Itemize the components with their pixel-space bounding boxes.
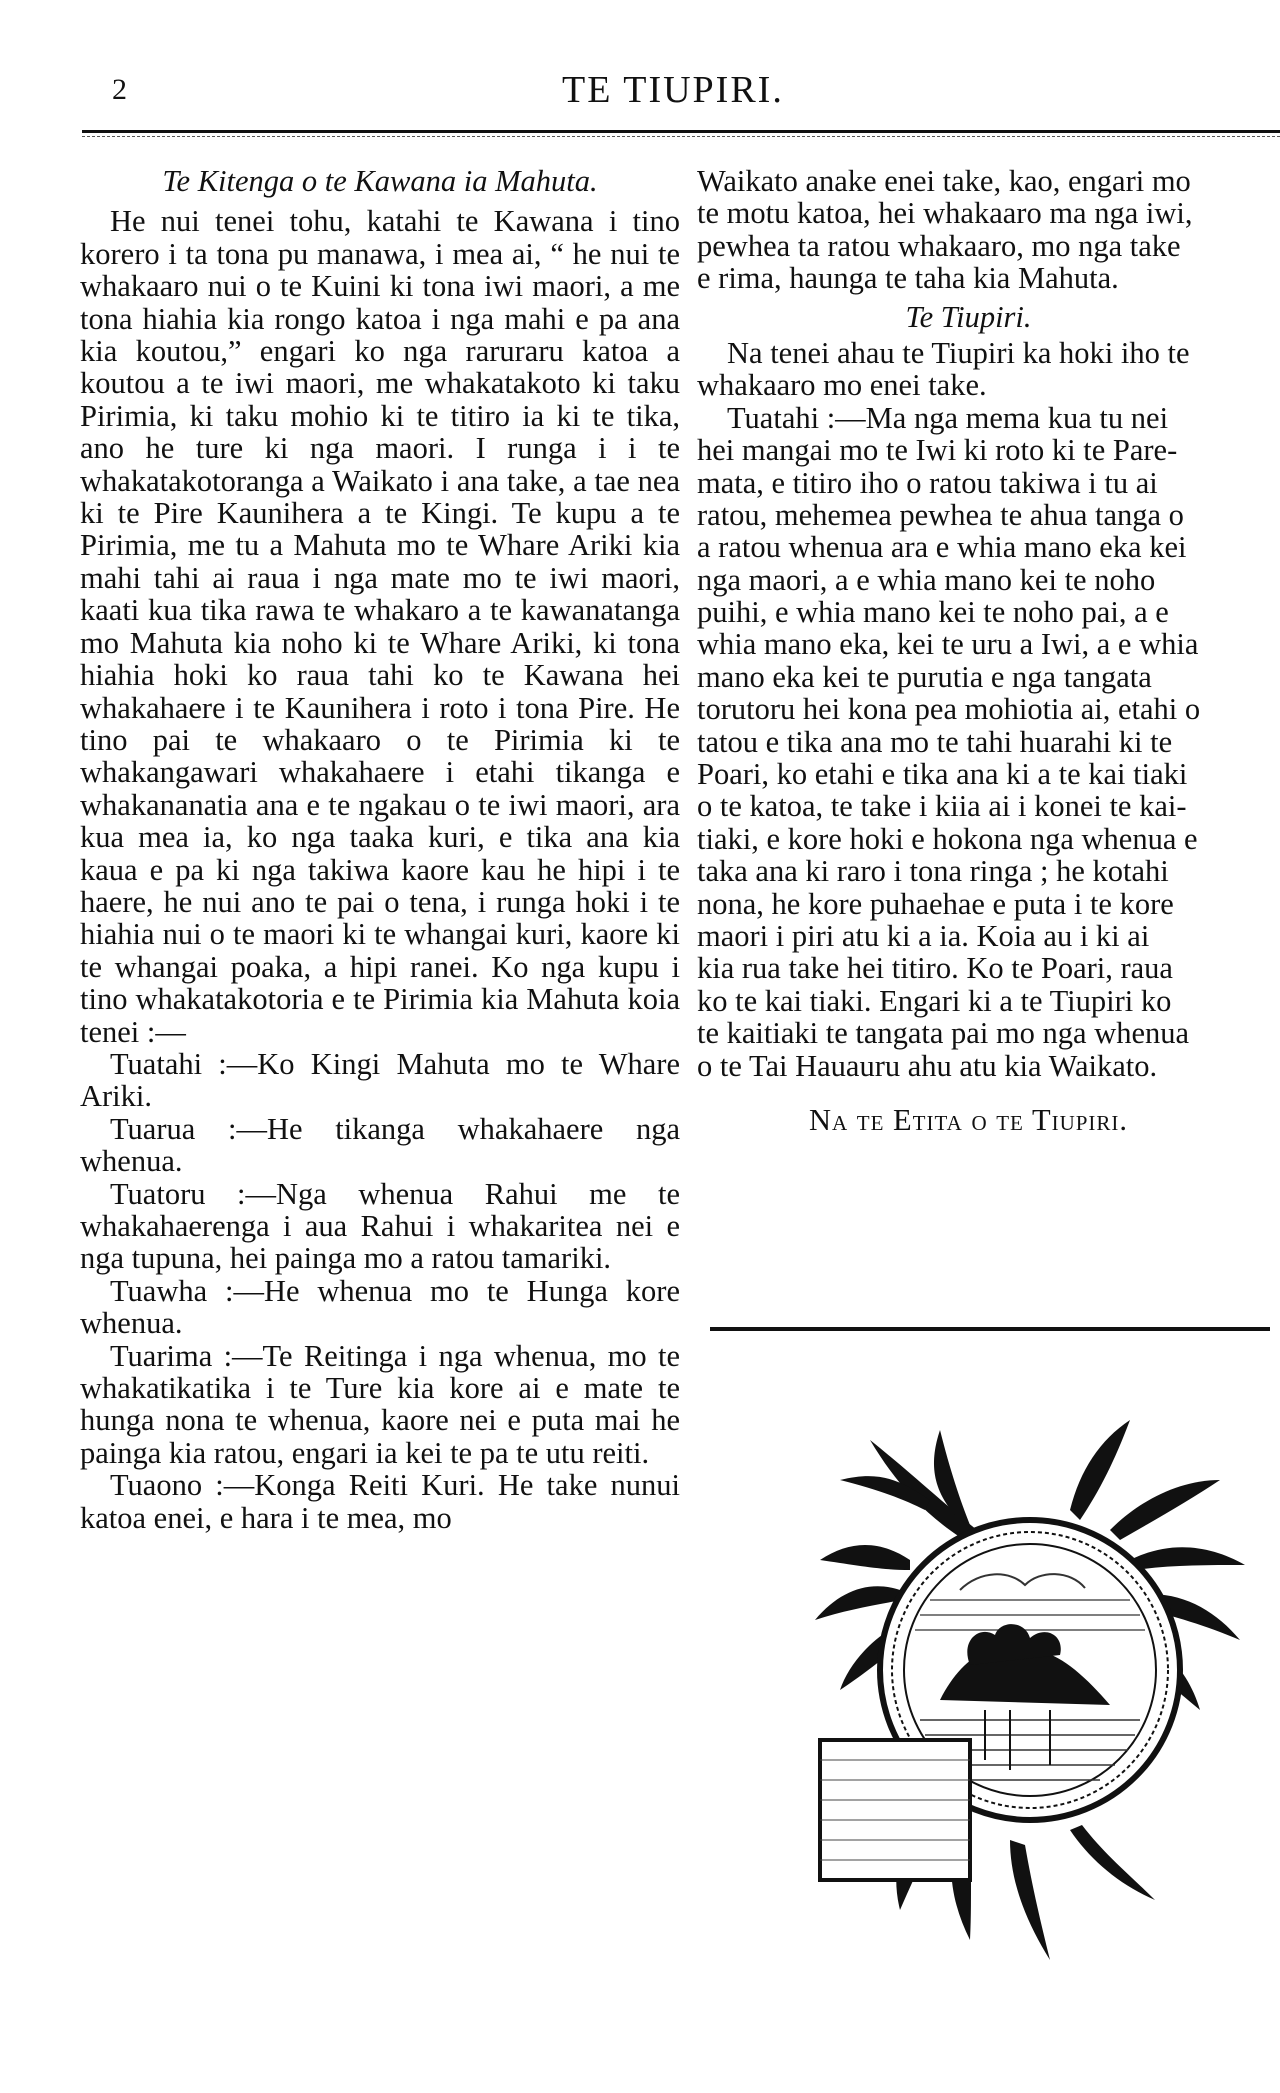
text-line: Waikato anake enei take, kao, engari mo bbox=[697, 165, 1191, 198]
list-item-tuatahi: Tuatahi :—Ko Kingi Mahuta mo te Whare Ariki. bbox=[80, 1046, 680, 1114]
newspaper-title: TE TIUPIRI. bbox=[562, 69, 784, 111]
list-item-tuarima: Tuarima :—Te Reitinga i nga whenua, mo te whakatikatika i te Ture kia kore ai e mate te hunga nona te whenua, kaore nei e puta mai he painga kia ratou, engari ia kei te pa te utu reiti. bbox=[80, 1338, 680, 1470]
text-line: Na tenei ahau te Tiupiri ka hoki iho te bbox=[727, 335, 1190, 370]
text-line: tiaki, e kore hoki e hokona nga whenua e bbox=[697, 821, 1198, 856]
text-line: maori i piri atu ki a ia. Koia au i ki ai bbox=[697, 918, 1150, 953]
list-item-tuawha: Tuawha :—He whenua mo te Hunga kore whenua. bbox=[80, 1273, 680, 1341]
text-line: o te Tai Hauauru ahu atu kia Waikato. bbox=[697, 1048, 1158, 1083]
text-line: te motu katoa, hei whakaaro ma nga iwi, bbox=[697, 196, 1193, 231]
editor-signature: Na te Etita o te Tiupiri. bbox=[808, 1102, 1129, 1137]
text-line: hei mangai mo te Iwi ki roto ki te Pare- bbox=[697, 433, 1178, 468]
text-line: Poari, ko etahi e tika ana ki a te kai tiaki bbox=[697, 757, 1188, 792]
text-line: puihi, e whia mano kei te noho pai, a e bbox=[697, 595, 1169, 630]
text-line: nga maori, a e whia mano kei te noho bbox=[697, 562, 1156, 597]
text-line: tatou e tika ana mo te tahi huarahi ki te bbox=[697, 724, 1173, 759]
column-end-rule bbox=[710, 1327, 1270, 1331]
text-line: pewhea ta ratou whakaaro, mo nga take bbox=[697, 228, 1181, 263]
text-line: mano eka kei te purutia e nga tangata bbox=[697, 659, 1152, 694]
text-line: kia rua take hei titiro. Ko te Poari, raua bbox=[697, 951, 1173, 986]
text-line: Tuatahi :—Ma nga mema kua tu nei bbox=[727, 400, 1169, 435]
text-line: whakaaro mo enei take. bbox=[697, 368, 987, 403]
text-line: ratou, mehemea pewhea te ahua tanga o bbox=[697, 497, 1184, 532]
list-item-tuarua: Tuarua :—He tikanga whakahaere nga whenua. bbox=[80, 1111, 680, 1179]
section-heading: Te Tiupiri. bbox=[905, 299, 1032, 334]
text-line: a ratou whenua ara e whia mano eka kei bbox=[697, 530, 1187, 565]
text-line: ko te kai tiaki. Engari ki a te Tiupiri ko bbox=[697, 983, 1172, 1018]
text-line: nona, he kore puhaehae e puta i te kore bbox=[697, 886, 1174, 921]
list-item-tuatoru: Tuatoru :—Nga whenua Rahui me te whakahaerenga i aua Rahui i whakaritea nei e nga tupuna, hei painga mo a ratou tamariki. bbox=[80, 1176, 680, 1276]
article-heading: Te Kitenga o te Kawana ia Mahuta. bbox=[162, 164, 598, 198]
text-line: mata, e titiro iho o ratou takiwa i tu ai bbox=[697, 465, 1158, 500]
text-line: torutoru hei kona pea mohiotia ai, etahi o bbox=[697, 692, 1201, 727]
text-line: te kaitiaki te tangata pai mo nga whenua bbox=[697, 1016, 1190, 1051]
text-line: o te katoa, te take i kiia ai i konei te kai- bbox=[697, 789, 1187, 824]
list-item-tuaono: Tuaono :—Konga Reiti Kuri. He take nunui katoa enei, e hara i te mea, mo bbox=[80, 1468, 680, 1535]
right-column bbox=[697, 165, 1280, 1136]
header-rule bbox=[82, 130, 1280, 133]
text-line: whia mano eka, kei te uru a Iwi, a e whia bbox=[697, 627, 1199, 662]
decorative-plate bbox=[820, 1740, 970, 1880]
article-paragraph: He nui tenei tohu, katahi te Kawana i tino korero i ta tona pu manawa, i mea ai, “ he nui te whakaaro nui o te Kuini ki tona iwi maori, a me tona hiahia kia rongo katoa i nga mahi e pa ana kia koutou,” engari ko nga raruraru katoa a koutou a te iwi maori, me whakatakoto ki taku Pirimia, ki taku mohio ki te titiro ia ki te tika, ano he ture ki nga maori. I runga i i te whakatakotoranga a Waikato i ana take, a tae nea ki te Pire Kaunihera a te Kingi. Te kupu a te Pirimia, me tu a Mahuta mo te Whare Ariki kia mahi tahi ai raua i nga mate mo te iwi maori, kaati kua tika rawa te whakaro a te kawanatanga mo Mahuta kia noho ki te Whare Ariki, ki tona hiahia hoki ko raua tahi ko te Kawana hei whakahaere i te Kaunihera i roto i tona Pire. He tino pai te whakaaro o te Pirimia ki te whakangawari whakahaere i etahi tikanga e whakananatia ana e te ngakau o te iwi maori, ara kua mea ia, ko nga taaka kuri, e tika ana kia kaua e pa ki nga takiwa kaore kau he hipi i te haere, he nui ano te pai o tena, i runga hoki i te hiahia nui o te maori ki te whangai kuri, kaore ki te whangai poaka, a hipi ranei. Ko nga kupu i tino whakatakotoria e te Pirimia kia Mahuta koia tenei :— bbox=[80, 204, 680, 1049]
page-number: 2 bbox=[112, 73, 127, 106]
page-header bbox=[0, 70, 1280, 120]
landscape-vignette-icon bbox=[810, 1420, 1250, 1980]
left-column bbox=[80, 165, 680, 1534]
text-line: e rima, haunga te taha kia Mahuta. bbox=[697, 261, 1119, 296]
text-line: taka ana ki raro i tona ringa ; he kotahi bbox=[697, 854, 1169, 889]
header-rule-dashed bbox=[82, 136, 1280, 137]
